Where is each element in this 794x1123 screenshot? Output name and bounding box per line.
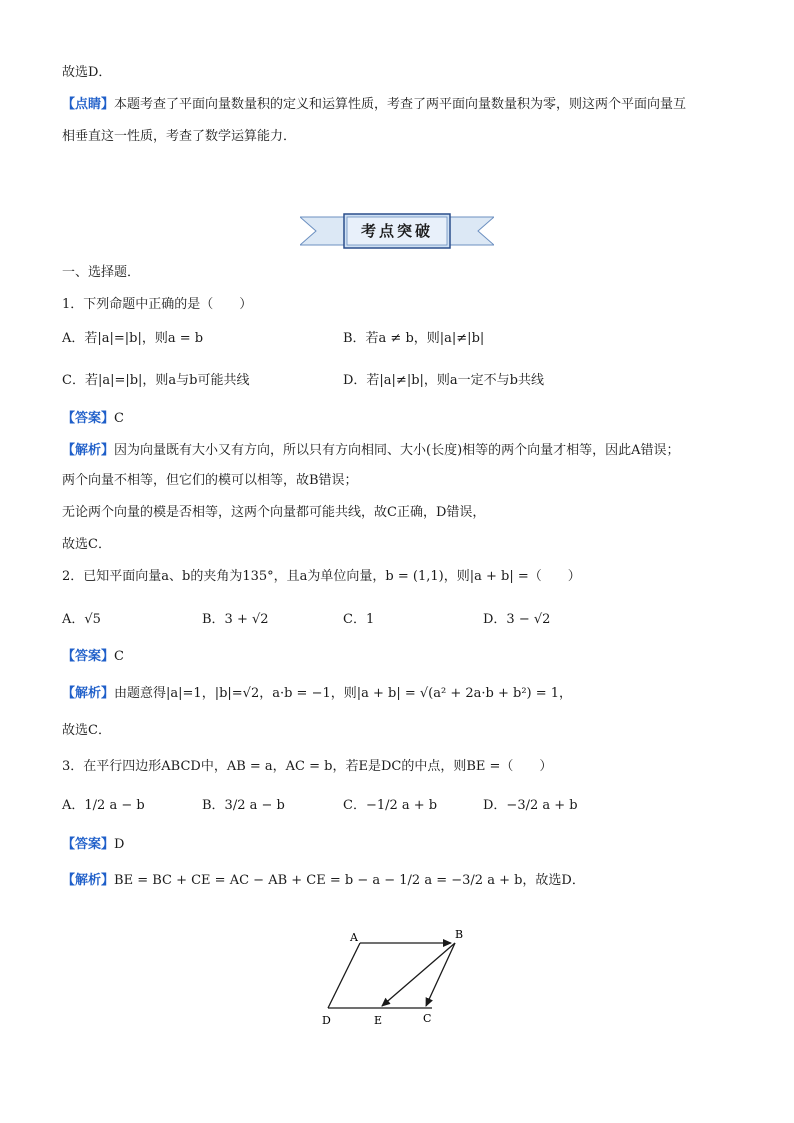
- q3-option-a: A．1/2 a − b: [62, 798, 145, 813]
- q1-explanation-tag: 【解析】: [62, 443, 115, 458]
- q2-option-b: B．3 + √2: [202, 612, 269, 627]
- q2-stem: 2．已知平面向量a、b的夹角为135°，且a为单位向量，b = (1,1)，则|a + b| =（ ）: [62, 569, 581, 584]
- q1-option-c: C．若|a|=|b|，则a与b可能共线: [62, 373, 250, 388]
- comment-line-1: 【点睛】本题考查了平面向量数量积的定义和运算性质，考查了两平面向量数量积为零，则这两个平面向量互: [62, 97, 687, 112]
- q1-explanation-2: 两个向量不相等，但它们的模可以相等，故B错误；: [62, 473, 358, 488]
- label-e: E: [374, 1014, 383, 1027]
- side-da: [328, 943, 360, 1008]
- q1-answer-value: C: [114, 411, 124, 426]
- comment-line-2: 相垂直这一性质，考查了数学运算能力．: [62, 129, 297, 144]
- q2-answer-value: C: [114, 649, 124, 664]
- parallelogram-diagram: [310, 920, 490, 1030]
- comment-tag: 【点睛】: [62, 97, 115, 112]
- q1-answer-tag: 【答案】: [62, 411, 115, 426]
- q1-option-a: A．若|a|=|b|，则a = b: [62, 331, 204, 346]
- q3-stem: 3．在平行四边形ABCD中，AB = a，AC = b，若E是DC的中点，则BE =（ ）: [62, 759, 553, 774]
- label-a: A: [350, 931, 358, 944]
- q2-answer: [62, 648, 124, 666]
- q2-explanation-1: 【解析】由题意得|a|=1，|b|=√2，a·b = −1，则|a + b| = √(a² + 2a·b + b²) = 1，: [62, 686, 573, 701]
- conclusion-text: 故选D．: [62, 65, 112, 80]
- q3-answer-tag: 【答案】: [62, 837, 115, 852]
- vector-be: [382, 943, 455, 1006]
- q1-answer: [62, 410, 124, 428]
- q2-option-c: C．1: [343, 612, 375, 627]
- q2-explanation-2: 故选C．: [62, 723, 111, 738]
- q3-option-b: B．3/2 a − b: [202, 798, 285, 813]
- q1-option-d: D．若|a|≠|b|，则a一定不与b共线: [343, 373, 544, 388]
- section-heading: 一、选择题．: [62, 265, 141, 280]
- q2-explanation-tag: 【解析】: [62, 686, 115, 701]
- q2-option-d: D．3 − √2: [483, 612, 551, 627]
- q3-option-d: D．−3/2 a + b: [483, 798, 578, 813]
- q2-answer-tag: 【答案】: [62, 649, 115, 664]
- label-b: B: [455, 928, 464, 941]
- parallelogram-figure: [310, 920, 490, 1030]
- q1-explanation-3: 无论两个向量的模是否相等，这两个向量都可能共线，故C正确，D错误，: [62, 505, 486, 520]
- banner-title: 考点突破: [360, 222, 433, 240]
- q1-explanation-1: 【解析】因为向量既有大小又有方向，所以只有方向相同、大小(长度)相等的两个向量才相等，因此A错误；: [62, 443, 680, 458]
- q2-option-a: A．√5: [62, 612, 101, 627]
- q1-stem: 1．下列命题中正确的是（ ）: [62, 297, 253, 312]
- q3-explanation-1: 【解析】BE = BC + CE = AC − AB + CE = b − a − 1/2 a = −3/2 a + b，故选D．: [62, 873, 585, 888]
- label-d: D: [322, 1014, 331, 1027]
- q1-option-b: B．若a ≠ b，则|a|≠|b|: [343, 331, 485, 346]
- label-c: C: [423, 1012, 432, 1025]
- section-banner: [300, 212, 494, 250]
- q3-answer-value: D: [114, 837, 125, 852]
- vector-bc: [426, 943, 455, 1006]
- q1-explanation-4: 故选C．: [62, 537, 111, 552]
- q3-explanation-tag: 【解析】: [62, 873, 115, 888]
- q3-answer: [62, 836, 124, 854]
- q3-option-c: C．−1/2 a + b: [343, 798, 438, 813]
